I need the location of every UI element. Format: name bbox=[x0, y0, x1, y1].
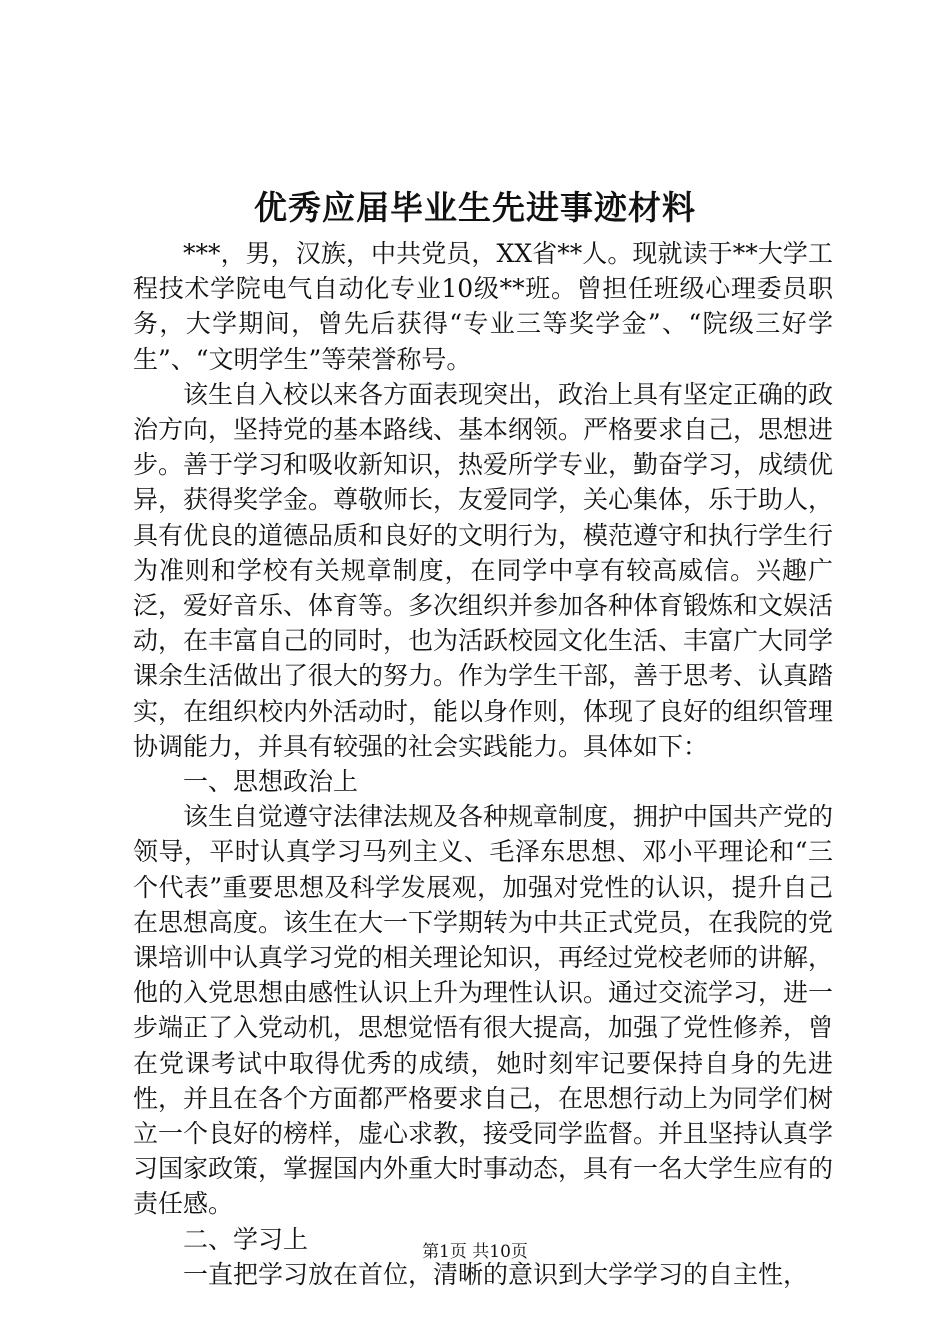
section-heading-politics: 一、思想政治上 bbox=[183, 767, 359, 797]
paragraph-study: 一直把学习放在首位，清晰的意识到大学学习的自主性， bbox=[183, 1259, 809, 1289]
paragraph-intro: ***，男，汉族，中共党员，XX省**人。现就读于**大学工程技术学院电气自动化专业10级**班。曾担任班级心理委员职务，大学期间，曾先后获得“专业三等奖学金”、“院级三好学生”、“文明学生”等荣誉称号。 bbox=[133, 239, 833, 374]
document-title: 优秀应届毕业生先进事迹材料 bbox=[254, 188, 696, 227]
page-number-footer: 第1页 共10页 bbox=[422, 1242, 528, 1262]
paragraph-overview: 该生自入校以来各方面表现突出，政治上具有坚定正确的政治方向，坚持党的基本路线、基本纲领。严格要求自己，思想进步。善于学习和吸收新知识，热爱所学专业，勤奋学习，成绩优异，获得奖学金。尊敬师长，友爱同学，关心集体，乐于助人，具有优良的道德品质和良好的文明行为，模范遵守和执行学生行为准则和学校有关规章制度，在同学中享有较高威信。兴趣广泛，爱好音乐、体育等。多次组织并参加各种体育锻炼和文娱活动，在丰富自己的同时，也为活跃校园文化生活、丰富广大同学课余生活做出了很大的努力。作为学生干部，善于思考、认真踏实，在组织校内外活动时，能以身作则，体现了良好的组织管理协调能力，并具有较强的社会实践能力。具体如下： bbox=[133, 379, 834, 761]
document-body bbox=[133, 236, 833, 1292]
paragraph-politics: 该生自觉遵守法律法规及各种规章制度，拥护中国共产党的领导，平时认真学习马列主义、毛泽东思想、邓小平理论和“三个代表”重要思想及科学发展观，加强对党性的认识，提升自己在思想高度。该生在大一下学期转为中共正式党员，在我院的党课培训中认真学习党的相关理论知识，再经过党校老师的讲解，他的入党思想由感性认识上升为理性认识。通过交流学习，进一步端正了入党动机，思想觉悟有很大提高，加强了党性修养，曾在党课考试中取得优秀的成绩，她时刻牢记要保持自身的先进性，并且在各个方面都严格要求自己，在思想行动上为同学们树立一个良好的榜样，虚心求教，接受同学监督。并且坚持认真学习国家政策，掌握国内外重大时事动态，具有一名大学生应有的责任感。 bbox=[133, 802, 834, 1219]
section-heading-study: 二、学习上 bbox=[183, 1224, 309, 1254]
